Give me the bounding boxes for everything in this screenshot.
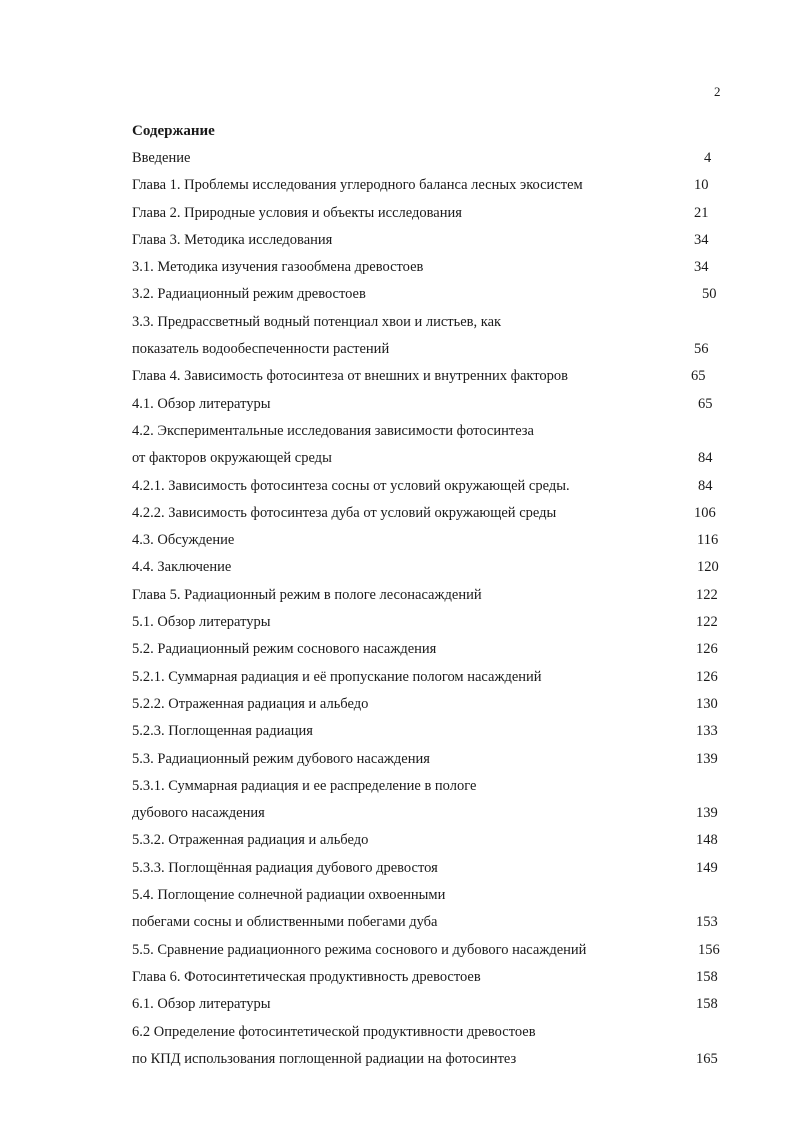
toc-entry-page: 139	[696, 805, 718, 822]
toc-entry-page: 133	[696, 723, 718, 740]
toc-entry-text: от факторов окружающей среды	[132, 450, 332, 467]
toc-entry-page: 158	[696, 968, 718, 985]
toc-entry-page: 158	[696, 996, 718, 1013]
toc-entry	[132, 964, 732, 991]
toc-entry-text: Глава 2. Природные условия и объекты исследования	[132, 204, 462, 221]
toc-entry-text: 4.4. Заключение	[132, 559, 232, 576]
toc-entry	[132, 855, 732, 882]
toc-entry-page: 149	[696, 859, 718, 876]
toc-entry	[132, 336, 732, 363]
toc-entry-text: 5.2.3. Поглощенная радиация	[132, 723, 313, 740]
toc-entry-page: 122	[696, 614, 718, 631]
toc-entry-page: 34	[694, 231, 709, 248]
toc-entry-text: 5.2.2. Отраженная радиация и альбедо	[132, 695, 369, 712]
toc-entry	[132, 609, 732, 636]
toc-entry-text: 5.5. Сравнение радиационного режима соснового и дубового насаждений	[132, 941, 587, 958]
toc-entry	[132, 1046, 732, 1073]
toc-entry-text: Глава 3. Методика исследования	[132, 231, 333, 248]
toc-entry-page: 122	[696, 586, 718, 603]
toc-entry-text: 3.3. Предрассветный водный потенциал хвои и листьев, как	[132, 313, 502, 330]
toc-entry-text: 4.3. Обсуждение	[132, 532, 235, 549]
toc-entry-page: 34	[694, 259, 709, 276]
toc-entry	[132, 800, 732, 827]
toc-entry-text: Глава 5. Радиационный режим в пологе лесонасаждений	[132, 586, 482, 603]
toc-entry	[132, 636, 732, 663]
toc-entry	[132, 909, 732, 936]
toc-entry-page: 4	[704, 150, 712, 166]
toc-title: Содержание	[132, 123, 215, 139]
toc-entry	[132, 882, 732, 909]
toc-entry-page: 126	[696, 668, 718, 685]
toc-entry-page: 10	[694, 177, 709, 194]
toc-entry-text: 4.2.2. Зависимость фотосинтеза дуба от условий окружающей среды	[132, 504, 557, 521]
toc-entry	[132, 309, 732, 336]
toc-entry	[132, 172, 732, 199]
toc-entry-page: 50	[702, 286, 717, 303]
toc-entry	[132, 363, 732, 390]
toc-entry-text: 5.3.1. Суммарная радиация и ее распределение в пологе	[132, 777, 477, 794]
toc-entry-page: 65	[691, 368, 706, 385]
toc-entry	[132, 254, 732, 281]
toc-entry	[132, 991, 732, 1018]
toc-entry	[132, 1019, 732, 1046]
toc-entry-text: 5.4. Поглощение солнечной радиации охвоенными	[132, 887, 446, 904]
toc-entry-text: 3.2. Радиационный режим древостоев	[132, 286, 366, 303]
toc-entry-page: 56	[694, 341, 709, 358]
toc-entry	[132, 718, 732, 745]
toc-entry-page: 84	[698, 450, 713, 467]
toc-entry-text: показатель водообеспеченности растений	[132, 341, 390, 358]
toc-entry	[132, 691, 732, 718]
toc-entry	[132, 746, 732, 773]
toc-entry-text: дубового насаждения	[132, 805, 265, 822]
page-number: 2	[714, 84, 721, 99]
toc-entry-text: побегами сосны и облиственными побегами дуба	[132, 914, 438, 931]
toc-entry-text: 5.2.1. Суммарная радиация и её пропускание пологом насаждений	[132, 668, 542, 685]
toc-entry	[132, 582, 732, 609]
toc-entry-page: 65	[698, 395, 713, 412]
toc-entry-text: 3.1. Методика изучения газообмена древостоев	[132, 259, 424, 276]
toc-entry-page: 126	[696, 641, 718, 658]
toc-entry	[132, 200, 732, 227]
toc-entry	[132, 500, 732, 527]
toc-entry-text: 5.2. Радиационный режим соснового насаждения	[132, 641, 437, 658]
toc-entry-text: 4.1. Обзор литературы	[132, 395, 271, 412]
toc-entry-text: Глава 6. Фотосинтетическая продуктивность древостоев	[132, 968, 481, 985]
toc-entry-page: 148	[696, 832, 718, 849]
toc-entry-page: 156	[698, 941, 720, 958]
toc-entry	[132, 527, 732, 554]
toc-entry	[132, 227, 732, 254]
toc-entry	[132, 554, 732, 581]
toc-entry-page: 21	[694, 204, 709, 221]
toc-entry	[132, 391, 732, 418]
toc-entry	[132, 773, 732, 800]
toc-entry-page: 130	[696, 695, 718, 712]
toc-entry	[132, 445, 732, 472]
toc-entry-text: Глава 4. Зависимость фотосинтеза от внешних и внутренних факторов	[132, 368, 569, 385]
toc-entry-page: 116	[697, 532, 719, 549]
toc-entry-text: 5.3.3. Поглощённая радиация дубового древостоя	[132, 859, 438, 876]
toc-entry-page: 84	[698, 477, 713, 494]
toc-entry-page: 153	[696, 914, 718, 931]
toc-entry	[132, 473, 732, 500]
toc-entry-text: Введение	[132, 150, 191, 166]
toc-entry	[132, 827, 732, 854]
toc-entry-page: 139	[696, 750, 718, 767]
toc-entry-text: 5.3.2. Отраженная радиация и альбедо	[132, 832, 369, 849]
toc-entry	[132, 937, 732, 964]
toc-entry-text: 5.1. Обзор литературы	[132, 614, 271, 631]
toc-entry	[132, 418, 732, 445]
toc-entry-page: 165	[696, 1050, 718, 1067]
toc-entry-text: 5.3. Радиационный режим дубового насаждения	[132, 750, 430, 767]
toc-entry-text: Глава 1. Проблемы исследования углеродного баланса лесных экосистем	[132, 177, 583, 194]
toc-entry	[132, 281, 732, 308]
table-of-contents	[132, 145, 732, 1073]
toc-entry-page: 120	[697, 559, 719, 576]
toc-entry-text: 6.1. Обзор литературы	[132, 996, 271, 1013]
toc-entry-page: 106	[694, 504, 716, 521]
toc-entry-text: по КПД использования поглощенной радиации на фотосинтез	[132, 1050, 517, 1067]
toc-entry-text: 4.2. Экспериментальные исследования зависимости фотосинтеза	[132, 422, 534, 439]
toc-entry	[132, 664, 732, 691]
toc-entry	[132, 145, 732, 172]
toc-entry-text: 4.2.1. Зависимость фотосинтеза сосны от условий окружающей среды.	[132, 477, 570, 494]
toc-entry-text: 6.2 Определение фотосинтетической продуктивности древостоев	[132, 1023, 536, 1040]
